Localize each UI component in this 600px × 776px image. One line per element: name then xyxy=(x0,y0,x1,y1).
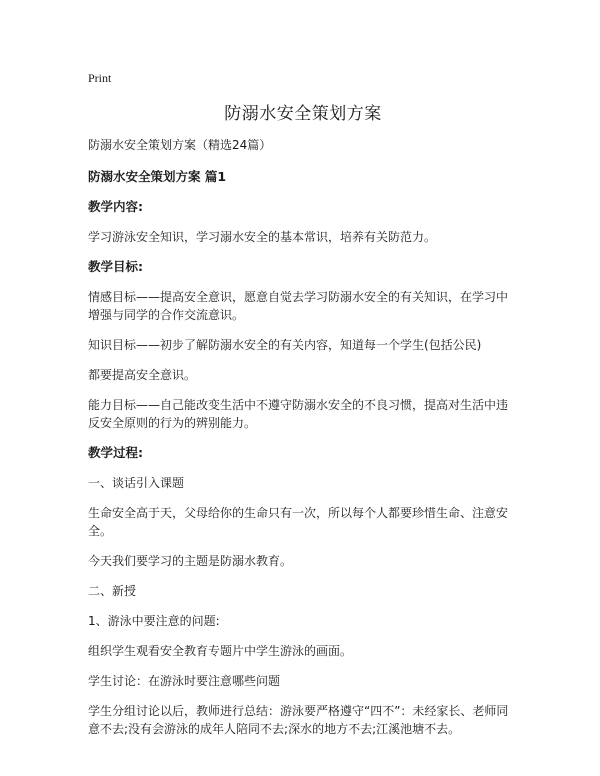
teaching-goals-heading: 教学目标: xyxy=(88,259,143,274)
knowledge-goal-continued: 都要提高安全意识。 xyxy=(88,368,197,382)
document-title: 防溺水安全策划方案 xyxy=(224,104,382,124)
part-title: 防溺水安全策划方案 篇1 xyxy=(88,169,227,184)
discussion-text: 学生讨论：在游泳时要注意哪些问题 xyxy=(88,674,281,688)
knowledge-goal-text: 知识目标——初步了解防溺水安全的有关内容，知道每一个学生(包括公民) xyxy=(88,338,482,352)
swimming-issues-heading: 1、游泳中要注意的问题: xyxy=(88,614,220,628)
step-intro-topic: 今天我们要学习的主题是防溺水教育。 xyxy=(88,554,293,568)
emotion-goal-text: 情感目标——提高安全意识，愿意自觉去学习防溺水安全的有关知识，在学习中增强与同学的合作交流意识。 xyxy=(88,290,509,322)
document-page xyxy=(88,70,518,750)
step-intro-heading: 一、谈话引入课题 xyxy=(88,476,185,490)
teaching-content-heading: 教学内容: xyxy=(88,199,143,214)
watch-video-text: 组织学生观看安全教育专题片中学生游泳的画面。 xyxy=(88,644,353,658)
step-intro-text: 生命安全高于天，父母给你的生命只有一次，所以每个人都要珍惜生命、注意安全。 xyxy=(88,506,509,538)
step-new-lesson-heading: 二、新授 xyxy=(88,584,137,598)
print-label: Print xyxy=(88,71,112,85)
ability-goal-text: 能力目标——自己能改变生活中不遵守防溺水安全的不良习惯，提高对生活中违反安全原则的行为的辨别能力。 xyxy=(88,398,509,430)
teaching-process-heading: 教学过程: xyxy=(88,445,143,460)
document-subtitle: 防溺水安全策划方案（精选24篇） xyxy=(88,138,272,152)
summary-text: 学生分组讨论以后，教师进行总结：游泳要严格遵守“四不”：未经家长、老师同意不去;没有会游泳的成年人陪同不去;深水的地方不去;江溪池塘不去。 xyxy=(88,704,509,736)
teaching-content-text: 学习游泳安全知识，学习溺水安全的基本常识，培养有关防范力。 xyxy=(88,230,437,244)
